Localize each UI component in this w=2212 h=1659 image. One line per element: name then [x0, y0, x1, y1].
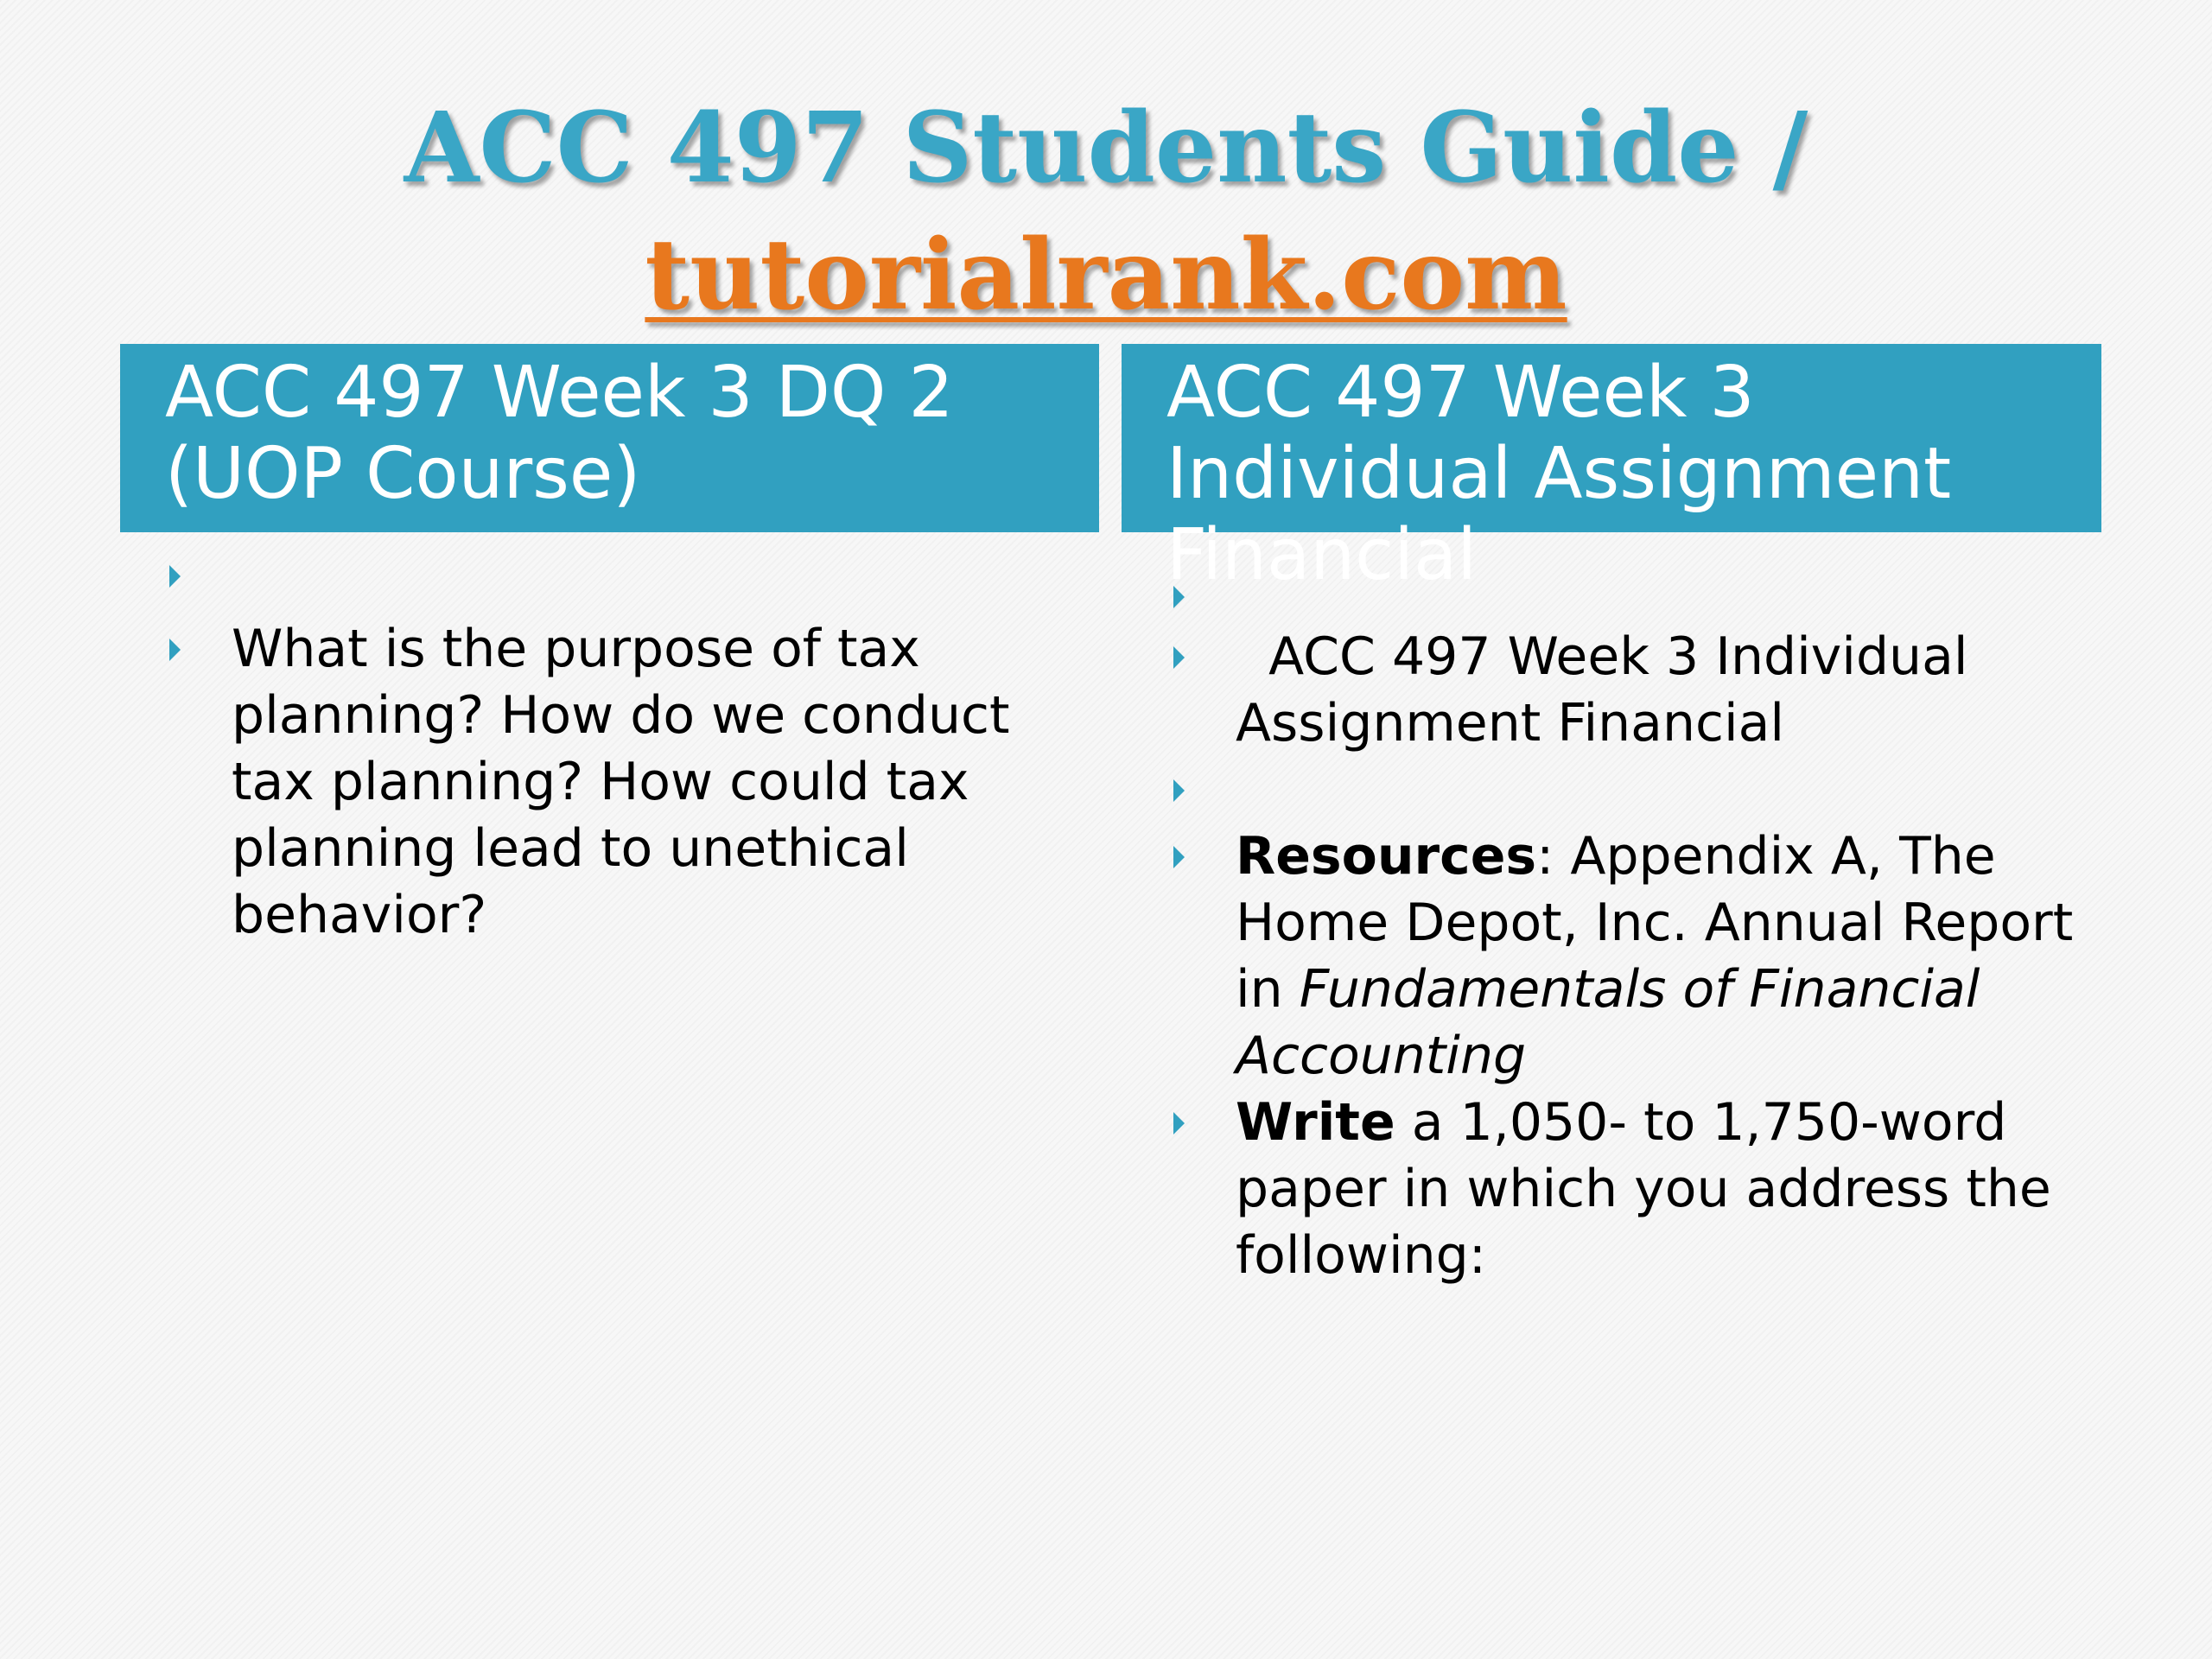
title-line-1: ACC 497 Students Guide /: [404, 92, 1808, 205]
left-column-body: [169, 553, 1068, 949]
right-column-body: [1173, 553, 2124, 1289]
right-bullet-resources: [1173, 823, 2124, 1090]
bullet-arrow-icon: [1173, 1112, 1185, 1135]
right-bullet-text-3: [1236, 823, 2124, 1090]
bullet-arrow-icon: [169, 565, 181, 588]
resources-book-title: Fundamentals of Financial Accounting: [1236, 959, 1980, 1086]
title-link[interactable]: tutorialrank.com: [645, 219, 1567, 332]
write-text: a 1,050- to 1,750-word paper in which you address the following:: [1236, 1092, 2051, 1286]
right-bullet-empty-1: [1173, 572, 2124, 624]
right-bullet-assignment: [1173, 624, 2124, 757]
left-column-header: ACC 497 Week 3 DQ 2 (UOP Course): [120, 344, 1099, 532]
bullet-arrow-icon: [1173, 646, 1185, 669]
bullet-arrow-icon: [1173, 846, 1185, 868]
bullet-arrow-icon: [1173, 586, 1185, 608]
resources-label: Resources: [1236, 826, 1537, 887]
right-bullet-text-1: ACC 497 Week 3 Individual Assignment Financial: [1236, 626, 1985, 753]
left-bullet-question: [169, 616, 1068, 949]
right-bullet-text-4: [1236, 1090, 2124, 1289]
left-bullet-empty: [169, 553, 1068, 620]
slide-title: [173, 85, 2039, 339]
write-label: Write: [1236, 1092, 1395, 1153]
bullet-arrow-icon: [1173, 779, 1185, 802]
resources-text: : Appendix A, The Home Depot, Inc. Annual Report in: [1236, 826, 2074, 1020]
right-bullet-empty-2: [1173, 757, 2124, 823]
right-column-header: ACC 497 Week 3 Individual Assignment Financial: [1122, 344, 2101, 532]
bullet-arrow-icon: [169, 639, 181, 661]
right-bullet-write: [1173, 1090, 2124, 1289]
left-bullet-text-1: What is the purpose of tax planning? How do we conduct tax planning? How could tax planning lead to unethical behavior?: [232, 619, 1010, 945]
